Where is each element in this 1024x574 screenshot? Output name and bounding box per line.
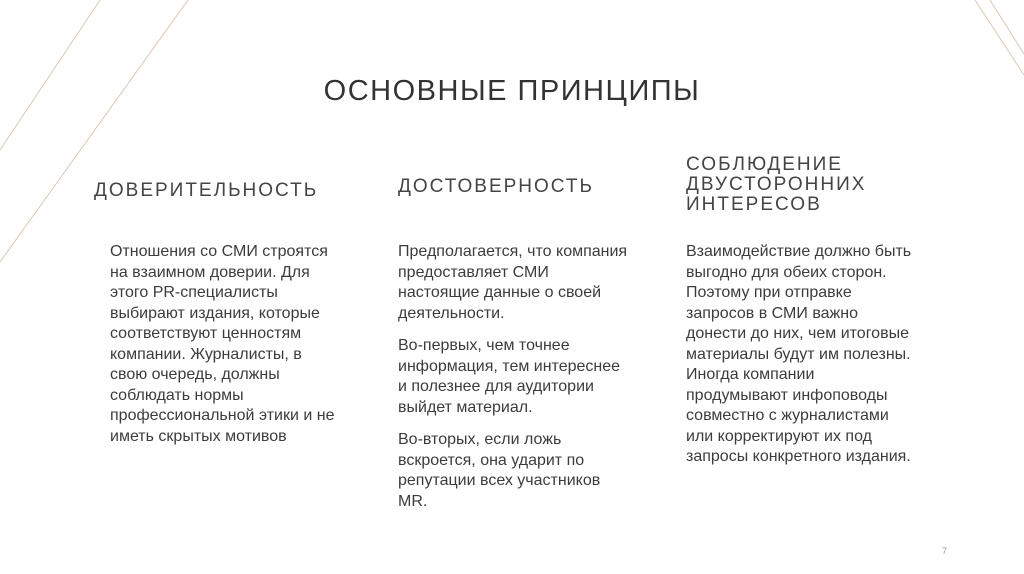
accent-line-3 — [975, 0, 1024, 75]
column-heading: СОБЛЮДЕНИЕ ДВУСТОРОННИХ ИНТЕРЕСОВ — [686, 154, 867, 215]
column-heading: ДОВЕРИТЕЛЬНОСТЬ — [94, 180, 319, 201]
column-body — [398, 242, 630, 512]
paragraph: Во-первых, чем точнее информация, тем интереснее и полезнее для аудитории выйдет материал. — [398, 337, 621, 416]
accent-line-2 — [0, 0, 188, 262]
paragraph: Взаимодействие должно быть выгодно для обеих сторон. Поэтому при отправке запросов в СМИ важно донести до них, чем итоговые материалы будут им полезны. Иногда компании продумывают инфоповоды совместно с журналистами или корректируют их под запросы конкретного издания. — [686, 243, 912, 465]
column-body — [110, 242, 342, 447]
paragraph: Предполагается, что компания предоставляет СМИ настоящие данные о своей деятельности. — [398, 243, 628, 322]
column-heading: ДОСТОВЕРНОСТЬ — [398, 176, 594, 197]
accent-line-4 — [990, 0, 1024, 54]
page-number: 7 — [942, 546, 948, 556]
slide-title: ОСНОВНЫЕ ПРИНЦИПЫ — [323, 75, 701, 108]
column-body — [686, 242, 918, 468]
paragraph: Отношения со СМИ строятся на взаимном доверии. Для этого PR-специалисты выбирают издания, которые соответствуют ценностям компании. Журналисты, в свою очередь, должны соблюдать нормы профессиональной этики и не иметь скрытых мотивов — [110, 243, 335, 445]
paragraph: Во-вторых, если ложь вскроется, она ударит по репутации всех участников MR. — [398, 431, 601, 510]
